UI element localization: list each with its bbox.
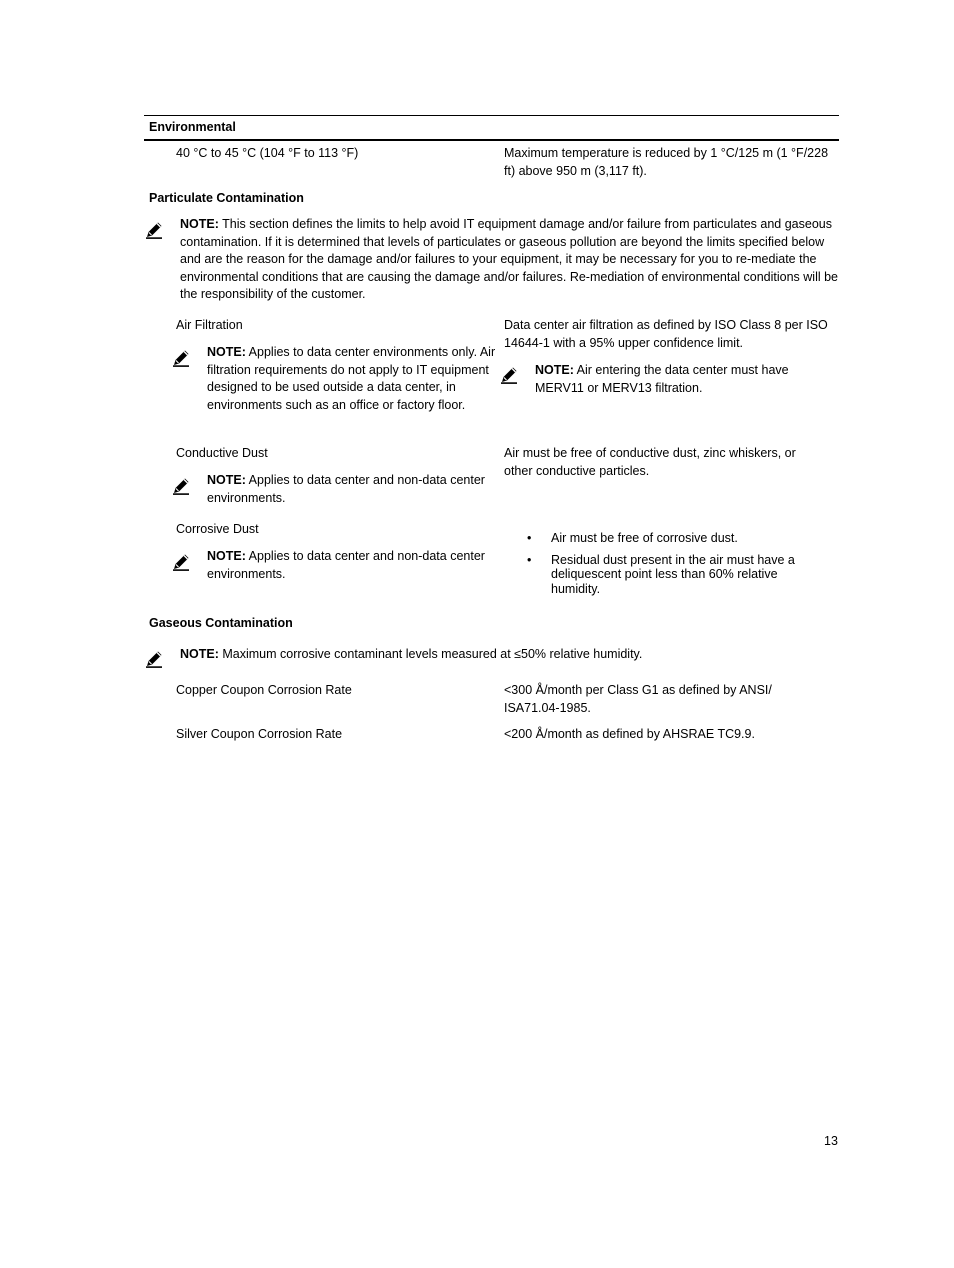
note-pencil-icon [171,475,192,496]
note-text: Applies to data center and non-data center environments. [207,473,485,505]
air-filtration-note [207,344,499,414]
note-pencil-icon [171,551,192,572]
note-label: NOTE: [207,473,246,487]
note-label: NOTE: [180,647,219,661]
note-pencil-icon [144,648,165,669]
note-text: Maximum corrosive contaminant levels measured at ≤50% relative humidity. [218,647,643,661]
corrosive-dust-label: Corrosive Dust [176,522,259,536]
air-filtration-value-note [535,362,825,397]
environmental-heading: Environmental [149,120,236,134]
silver-value: <200 Å/month as defined by AHSRAE TC9.9. [504,727,755,741]
note-label: NOTE: [180,217,219,231]
environmental-row-left: 40 °C to 45 °C (104 °F to 113 °F) [176,146,359,160]
note-label: NOTE: [207,345,246,359]
copper-value: <300 Å/month per Class G1 as defined by ANSI/ ISA71.04-1985. [504,683,772,715]
note-text: Air entering the data center must have MERV11 or MERV13 filtration. [535,363,789,395]
note-pencil-icon [144,219,165,240]
gaseous-heading: Gaseous Contamination [149,616,293,630]
note-text: Applies to data center and non-data center environments. [207,549,485,581]
list-item: • Residual dust present in the air must have a deliquescent point less than 60% relative humidity. [527,553,817,597]
note-text: Applies to data center environments only. Air filtration requirements do not apply to IT equipment designed to be used outside a data center, in environments such as an office or factory floor. [207,345,496,412]
particulate-heading: Particulate Contamination [149,191,304,205]
note-pencil-icon [171,347,192,368]
corrosive-dust-bullets [527,531,817,603]
silver-label: Silver Coupon Corrosion Rate [176,727,343,741]
page-number: 13 [824,1134,838,1148]
conductive-dust-label: Conductive Dust [176,446,268,460]
air-filtration-value: Data center air filtration as defined by ISO Class 8 per ISO 14644-1 with a 95% upper confidence limit. [504,318,828,350]
conductive-dust-note [207,472,499,507]
note-label: NOTE: [207,549,246,563]
note-label: NOTE: [535,363,574,377]
environmental-row-right: Maximum temperature is reduced by 1 °C/125 m (1 °F/228 ft) above 950 m (3,117 ft). [504,146,829,178]
corrosive-dust-note [207,548,499,583]
table-top-rule [144,115,839,116]
particulate-note [180,216,840,304]
table-header-rule [144,139,839,141]
note-pencil-icon [499,364,520,385]
gaseous-note [180,646,840,664]
air-filtration-label: Air Filtration [176,318,243,332]
conductive-dust-value: Air must be free of conductive dust, zinc whiskers, or other conductive particles. [504,446,796,478]
note-text: This section defines the limits to help avoid IT equipment damage and/or failure from particulates and gaseous contamination. If it is determined that levels of particulates or gaseous pollution are beyond the limits specified below and are the reason for the damage and/or failures to your equipment, it may be necessary for you to re-mediate the environmental conditions that are causing the damage and/or failures. Re-mediation of environmental conditions will be the responsibility of the customer. [180,217,839,301]
list-item: • Air must be free of corrosive dust. [527,531,817,546]
copper-label: Copper Coupon Corrosion Rate [176,683,352,697]
